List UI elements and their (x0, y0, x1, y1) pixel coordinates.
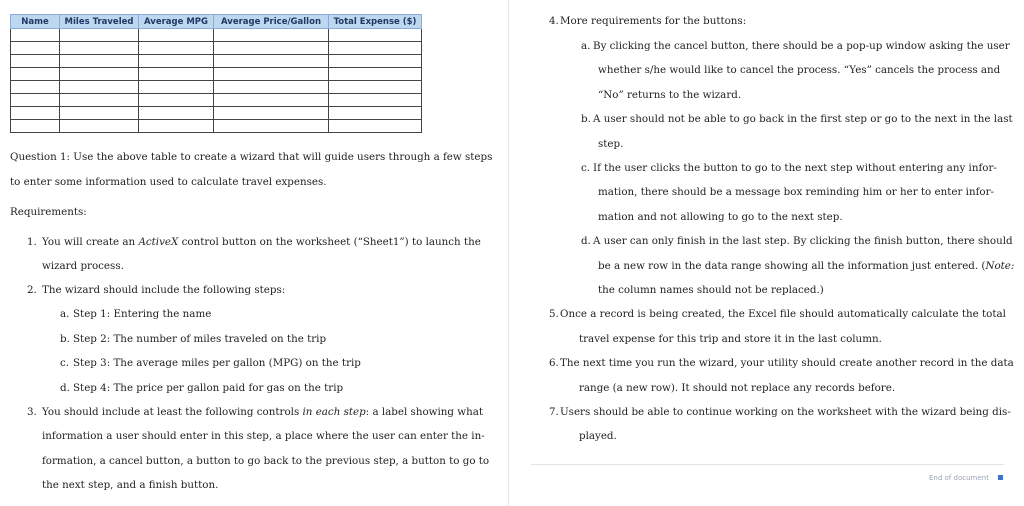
req-3-in-each-step: in each step (302, 406, 366, 418)
table-row (11, 81, 422, 94)
table-cell (139, 68, 214, 81)
req-7-line-2: played. (579, 430, 617, 442)
table-cell (329, 81, 422, 94)
table-cell (214, 107, 329, 120)
table-cell (60, 55, 139, 68)
req-5-number: 5. (549, 308, 559, 320)
req-4-text: More requirements for the buttons: (560, 15, 747, 27)
table-cell (60, 120, 139, 133)
sub-a-letter: a. (581, 40, 591, 52)
question-text-line-2: to enter some information used to calculate travel expenses. (10, 176, 327, 188)
req-3-line-2: information a user should enter in this step, a place where the user can enter the in- (42, 430, 485, 442)
req-1-number: 1. (27, 236, 37, 248)
table-cell (214, 81, 329, 94)
req-1-activex: ActiveX (138, 236, 179, 248)
req-5-line-2: travel expense for this trip and store it in the last column. (579, 333, 882, 345)
step-c-letter: c. (60, 357, 70, 369)
req-4-number: 4. (549, 15, 559, 27)
step-d-text: Step 4: The price per gallon paid for gas on the trip (73, 382, 344, 394)
req-6-number: 6. (549, 357, 559, 369)
sub-d-line-2 (598, 260, 1014, 272)
table-cell (329, 68, 422, 81)
end-of-document-label: End of document (929, 474, 989, 482)
right-column (509, 0, 1024, 506)
table-cell (214, 94, 329, 107)
sub-d-line-3: the column names should not be replaced.) (598, 284, 824, 296)
header-average-mpg: Average MPG (139, 15, 214, 29)
step-d-letter: d. (60, 382, 70, 394)
sub-a-line-1: By clicking the cancel button, there should be a pop-up window asking the user (593, 40, 1010, 52)
question-label: Question 1 (10, 151, 67, 163)
table-cell (11, 68, 60, 81)
table-row (11, 120, 422, 133)
table-cell (329, 29, 422, 42)
table-cell (329, 42, 422, 55)
req-7-line-1: Users should be able to continue working on the worksheet with the wizard being dis- (560, 406, 1011, 418)
req-3-line-3: formation, a cancel button, a button to go back to the previous step, a button to go to (42, 455, 490, 467)
table-row (11, 94, 422, 107)
sub-b-line-2: step. (598, 138, 624, 150)
table-cell (60, 29, 139, 42)
req-1-line-1 (42, 236, 481, 248)
table-row (11, 107, 422, 120)
sub-c-letter: c. (581, 162, 591, 174)
req-3-line-1 (42, 406, 483, 418)
table-cell (60, 68, 139, 81)
table-cell (11, 42, 60, 55)
table-row (11, 55, 422, 68)
table-cell (214, 42, 329, 55)
req-1-line-2: wizard process. (42, 260, 124, 272)
expense-table (10, 14, 422, 133)
question-1 (10, 151, 492, 163)
sub-b-letter: b. (581, 113, 591, 125)
sub-a-line-2: whether s/he would like to cancel the process. “Yes” cancels the process and (598, 64, 1001, 76)
table-cell (11, 94, 60, 107)
end-divider (531, 464, 1004, 465)
req-2-number: 2. (27, 284, 37, 296)
req-6-line-1: The next time you run the wizard, your utility should create another record in the data (560, 357, 1014, 369)
req-7-number: 7. (549, 406, 559, 418)
left-column (0, 0, 508, 506)
question-text-line-1: : Use the above table to create a wizard that will guide users through a few steps (66, 151, 493, 163)
req-1-text-b: control button on the worksheet (“Sheet1”) to launch the (178, 236, 481, 248)
table-cell (11, 81, 60, 94)
req-2-text: The wizard should include the following steps: (42, 284, 286, 296)
table-cell (60, 107, 139, 120)
table-cell (11, 120, 60, 133)
table-body (11, 29, 422, 133)
req-3-text-b: : a label showing what (365, 406, 483, 418)
sub-a-line-3: “No” returns to the wizard. (598, 89, 742, 101)
sub-d-line-2-text: be a new row in the data range showing all the information just entered. ( (598, 260, 986, 272)
table-cell (139, 29, 214, 42)
sub-b-line-1: A user should not be able to go back in the first step or go to the next in the last (593, 113, 1013, 125)
table-cell (139, 120, 214, 133)
sub-c-line-1: If the user clicks the button to go to the next step without entering any infor- (593, 162, 997, 174)
header-name: Name (11, 15, 60, 29)
header-total-expense: Total Expense ($) (329, 15, 422, 29)
header-miles-traveled: Miles Traveled (60, 15, 139, 29)
table-cell (11, 29, 60, 42)
req-1-text-a: You will create an (42, 236, 139, 248)
header-average-price-gallon: Average Price/Gallon (214, 15, 329, 29)
req-3-text-a: You should include at least the following controls (42, 406, 303, 418)
table-cell (139, 94, 214, 107)
table-cell (60, 94, 139, 107)
sub-d-line-1: A user can only finish in the last step. By clicking the finish button, there should (593, 235, 1013, 247)
table-cell (60, 42, 139, 55)
table-header-row (11, 15, 422, 29)
table-cell (329, 94, 422, 107)
step-c-text: Step 3: The average miles per gallon (MPG) on the trip (73, 357, 361, 369)
table-cell (329, 120, 422, 133)
req-5-line-1: Once a record is being created, the Excel file should automatically calculate the total (560, 308, 1006, 320)
sub-c-line-2: mation, there should be a message box reminding him or her to enter infor- (598, 186, 994, 198)
table-cell (139, 81, 214, 94)
table-cell (214, 55, 329, 68)
req-3-line-4: the next step, and a finish button. (42, 479, 219, 491)
table-cell (214, 120, 329, 133)
step-b-text: Step 2: The number of miles traveled on the trip (73, 333, 327, 345)
end-square-icon (998, 475, 1003, 480)
step-a-text: Step 1: Entering the name (73, 308, 212, 320)
req-6-line-2: range (a new row). It should not replace any records before. (579, 382, 896, 394)
table-row (11, 29, 422, 42)
sub-d-note: Note: (985, 260, 1015, 272)
table-cell (139, 107, 214, 120)
table-cell (139, 55, 214, 68)
step-b-letter: b. (60, 333, 70, 345)
sub-d-letter: d. (581, 235, 591, 247)
table-cell (11, 107, 60, 120)
sub-c-line-3: mation and not allowing to go to the next step. (598, 211, 843, 223)
table-row (11, 42, 422, 55)
step-a-letter: a. (60, 308, 70, 320)
table-cell (139, 42, 214, 55)
req-3-number: 3. (27, 406, 37, 418)
table-cell (329, 107, 422, 120)
table-cell (214, 68, 329, 81)
table-row (11, 68, 422, 81)
table-cell (214, 29, 329, 42)
table-cell (329, 55, 422, 68)
requirements-heading: Requirements: (10, 206, 87, 218)
table-cell (60, 81, 139, 94)
table-cell (11, 55, 60, 68)
